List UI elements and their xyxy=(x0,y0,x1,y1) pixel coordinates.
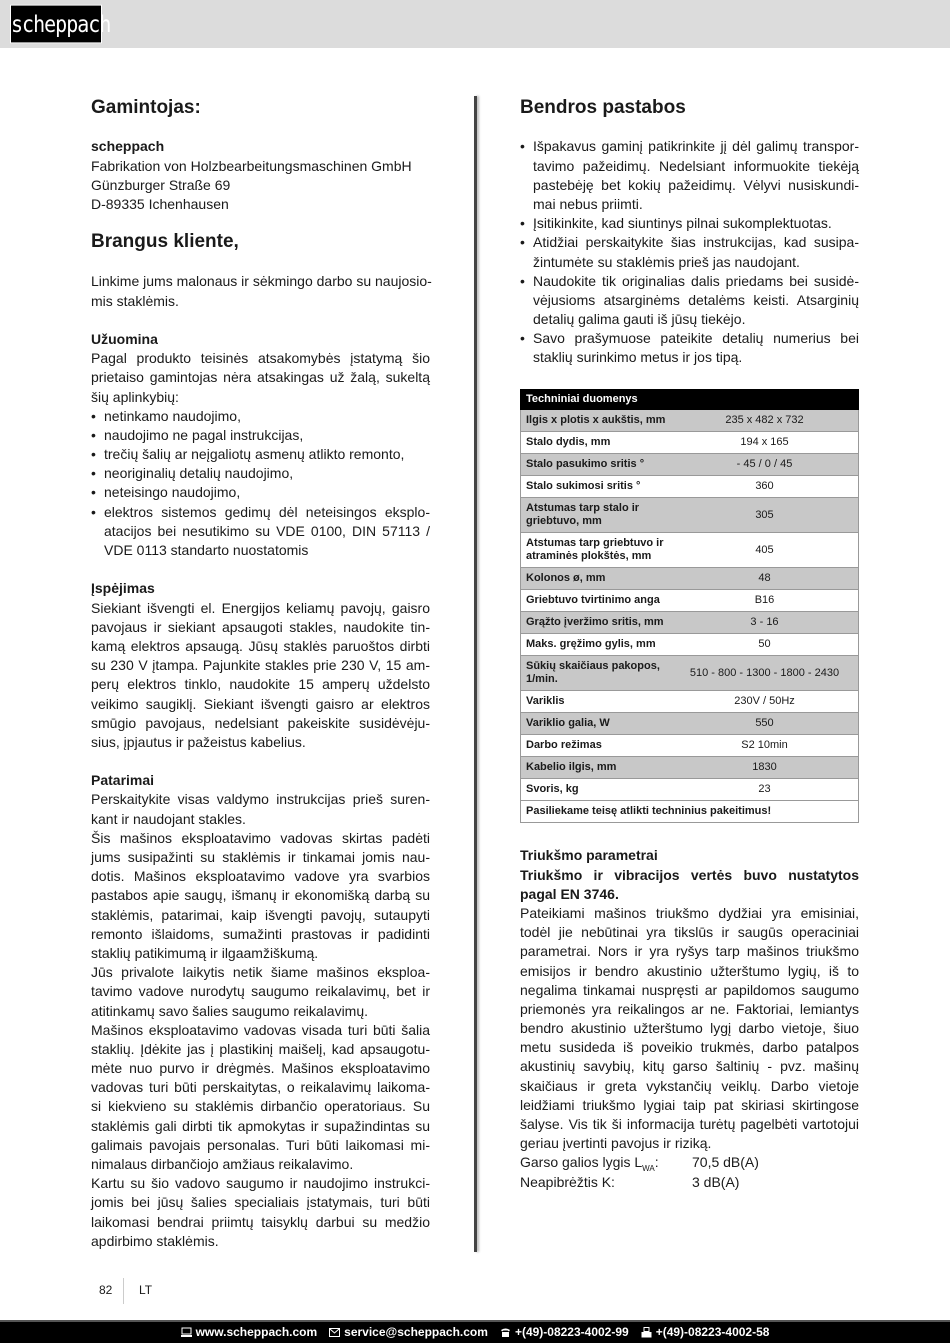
noise-text xyxy=(520,846,859,1153)
spec-label: Svoris, kg xyxy=(521,779,672,801)
spec-label: Kolonos ø, mm xyxy=(521,568,672,590)
header-bar xyxy=(0,0,950,48)
spec-value: 1830 xyxy=(671,757,859,779)
paragraph xyxy=(91,272,430,310)
spec-value: 360 xyxy=(671,476,859,498)
phone-number: +(49)-08223-4002-99 xyxy=(514,1325,629,1339)
text-line: mai nebus priimti. xyxy=(533,195,643,212)
bullet-icon: • xyxy=(91,446,96,463)
company-line: Günzburger Straße 69 xyxy=(91,176,231,193)
computer-icon xyxy=(181,1327,192,1338)
text-line: Savo prašymuose pateikite detalių numerius bei xyxy=(533,330,859,347)
spec-value: 48 xyxy=(671,568,859,590)
column-divider xyxy=(474,96,477,1252)
table-row xyxy=(521,533,859,568)
text-line: staklių surinkimo metus ir jos tipą. xyxy=(533,349,743,366)
bullet-item xyxy=(520,214,859,233)
spec-label: Griebtuvo tvirtinimo anga xyxy=(521,590,672,612)
spec-label: Stalo sukimosi sritis ° xyxy=(521,476,672,498)
text-line: leidžiami triukšmo lygiai taip pat skiriasi skirtingose xyxy=(520,1096,859,1113)
spec-value: 235 x 482 x 732 xyxy=(671,410,859,432)
text-line: geriau įvertinti pavojus ir riziką. xyxy=(520,1135,712,1152)
spec-label: Atstumas tarp stalo ir griebtuvo, mm xyxy=(521,498,672,533)
text-line: Linkime jums malonaus ir sėkmingo darbo su naujosio- xyxy=(91,273,432,290)
text-line: VDE 0113 standarto nuostatomis xyxy=(104,542,309,559)
text-line: Mašinos eksploatavimo vadovas visada turi būti šalia xyxy=(91,1021,430,1038)
table-row xyxy=(521,691,859,713)
bullet-item xyxy=(520,137,859,214)
table-row xyxy=(521,713,859,735)
footer-website[interactable] xyxy=(181,1322,318,1343)
text-line: Išpakavus gaminį patikrinkite jį dėl galimų transpor- xyxy=(533,138,859,155)
bullet-icon: • xyxy=(91,484,96,501)
text-line: pastebėję bet kokių pažeidimų. Vėlyvi nusiskundi- xyxy=(533,176,859,193)
section-title: Užuomina xyxy=(91,330,158,347)
table-row xyxy=(521,656,859,691)
spec-label: Variklis xyxy=(521,691,672,713)
text-line: žintumėte su staklėmis prieš jas naudojant. xyxy=(533,253,800,270)
text-line: kant ir naudojant stakles. xyxy=(91,810,246,827)
table-note: Pasiliekame teisę atlikti techninius pakeitimus! xyxy=(521,801,859,823)
table-row xyxy=(521,410,859,432)
fax-icon xyxy=(641,1327,652,1338)
text-line: neoriginalių detalių naudojimo, xyxy=(104,465,294,482)
table-row xyxy=(521,779,859,801)
text-line: Pagal produkto teisinės atsakomybės įstatymą šio xyxy=(91,350,430,367)
spec-value: 305 xyxy=(671,498,859,533)
page-language: LT xyxy=(139,1283,153,1297)
spec-value: 550 xyxy=(671,713,859,735)
text-line: vėjusioms atsarginėms detalėms keisti. Atsarginių xyxy=(533,291,859,308)
paragraph xyxy=(91,349,430,407)
spec-label: Variklio galia, W xyxy=(521,713,672,735)
scheppach-logo: scheppach xyxy=(10,4,102,43)
bullet-item xyxy=(91,483,430,502)
company-line: Fabrikation von Holzbearbeitungsmaschinen GmbH xyxy=(91,157,412,174)
text-line: akustinių savybių, kitų garso šaltinių - pvz. mašinų xyxy=(520,1058,859,1075)
text-line: Triukšmo parametrai xyxy=(520,847,658,864)
bullet-icon: • xyxy=(91,503,96,520)
text-line: emisijos ir bendro akustinio užterštumo lygių, iš to xyxy=(520,962,859,979)
blank-line xyxy=(91,311,430,330)
text-line: šalyse. Vis tik ši informacija turėtų pagelbėti vartotojui xyxy=(520,1116,859,1133)
technical-data-table xyxy=(520,389,859,823)
spec-value: 510 - 800 - 1300 - 1800 - 2430 xyxy=(671,656,859,691)
fax-number: +(49)-08223-4002-58 xyxy=(655,1325,770,1339)
text-line: šių aplinkybių: xyxy=(91,388,179,405)
envelope-icon xyxy=(329,1327,340,1338)
spec-value: - 45 / 0 / 45 xyxy=(671,454,859,476)
text-line: vadovas turi būti perskaitytas, o reikalavimų laikoma- xyxy=(91,1079,430,1096)
bullet-item xyxy=(91,445,430,464)
text-line: negalima tinkamai nuspręsti ar papildomos saugumo xyxy=(520,981,859,998)
text-line: dotis. Mašinos eksploatavimo vadove yra svarbios xyxy=(91,868,430,885)
table-row xyxy=(521,590,859,612)
spec-value: B16 xyxy=(671,590,859,612)
footer-phone xyxy=(500,1322,629,1343)
text-line: mis staklėmis. xyxy=(91,292,179,309)
spec-value: 23 xyxy=(671,779,859,801)
text-line: staklėmis gali dirbti tik apmokytas ir supažindintas su xyxy=(91,1117,430,1134)
company-line: D-89335 Ichenhausen xyxy=(91,195,229,212)
email-link[interactable]: service@scheppach.com xyxy=(344,1325,488,1339)
text-line: galimais pavojais personalas. Turi būti laikomasi mi- xyxy=(91,1136,430,1153)
paragraph xyxy=(91,1174,430,1251)
general-notes-list xyxy=(520,137,859,367)
sound-power-value: 70,5 dB(A) xyxy=(692,1154,759,1171)
text-line: metu susideda iš poveikio trukmės, darbo patalpos xyxy=(520,1039,859,1056)
spec-label: Stalo dydis, mm xyxy=(521,432,672,454)
text-line: Kartu su šio vadovo saugumo ir naudojimo instrukci- xyxy=(91,1175,430,1192)
text-line: elektros sistemos gedimų dėl neteisingos eksplo- xyxy=(104,503,430,520)
text-line: Pateikiami mašinos triukšmo dydžiai yra emisiniai, xyxy=(520,904,859,921)
text-line: Naudokite tik originalias dalis priedams bei susidė- xyxy=(533,272,859,289)
text-line: priemonės yra reikalingos ar ne. Faktoriai, lemiantys xyxy=(520,1000,859,1017)
table-row xyxy=(521,454,859,476)
text-line: nimalaus dirbančiojo amžiaus reikalavimo. xyxy=(91,1156,354,1173)
text-line: neteisingo naudojimo, xyxy=(104,484,241,501)
text-line: parametrai. Nors ir yra ryšys tarp mašinos triukšmo xyxy=(520,943,859,960)
phone-icon xyxy=(500,1327,511,1338)
text-line: apdirbimo staklėmis. xyxy=(91,1232,219,1249)
website-link[interactable]: www.scheppach.com xyxy=(195,1325,318,1339)
text-line: netinkamo naudojimo, xyxy=(104,407,241,424)
text-line: mėte nuo purvo ir drėgmės. Mašinos eksploatavimo xyxy=(91,1060,430,1077)
text-line: pagal EN 3746. xyxy=(520,885,619,902)
spec-label: Kabelio ilgis, mm xyxy=(521,757,672,779)
text-line: skaičiaus ir greta vykstančių veiklų. Darbo vietoje xyxy=(520,1077,859,1094)
table-row xyxy=(521,735,859,757)
table-row xyxy=(521,612,859,634)
table-header-row xyxy=(521,390,859,410)
text-line: atacijos bei nesutikimo su VDE 0100, DIN 57113 / xyxy=(104,522,430,539)
spec-label: Stalo pasukimo sritis ° xyxy=(521,454,672,476)
bullet-item xyxy=(520,329,859,367)
bullet-icon: • xyxy=(91,407,96,424)
text-line: atitinkamų savo šalies saugumo reikalavimų. xyxy=(91,1002,369,1019)
text-line: pavojaus ir siekiant apsaugoti stakles, naudokite tin- xyxy=(91,618,430,635)
text-line: todėl jie nebūtinai yra tikslūs ir saugūs operaciniai xyxy=(520,924,859,941)
table-row xyxy=(521,568,859,590)
page-number: 82 xyxy=(99,1283,113,1297)
bullet-icon: • xyxy=(520,138,525,155)
spec-value: 50 xyxy=(671,634,859,656)
spec-label: Sūkių skaičiaus pakopos, 1/min. xyxy=(521,656,672,691)
table-row xyxy=(521,432,859,454)
footer-bar xyxy=(0,1320,950,1343)
text-line: Įsitikinkite, kad siuntinys pilnai sukomplektuotas. xyxy=(533,215,832,232)
section-title: Įspėjimas xyxy=(91,580,155,597)
section-title: Patarimai xyxy=(91,772,155,789)
manufacturer-address xyxy=(91,137,430,214)
manufacturer-heading: Gamintojas: xyxy=(91,97,201,118)
spec-label: Ilgis x plotis x aukštis, mm xyxy=(521,410,672,432)
bullet-item xyxy=(91,464,430,483)
text-line: su 230 V įtampa. Pajunkite stakles prie 230 V, 15 am- xyxy=(91,657,430,674)
paragraph xyxy=(520,904,859,1153)
text-line: Jūs privalote laikytis netik šiame mašinos eksploa- xyxy=(91,964,430,981)
text-line: tavimo vadove nurodytų saugumo reikalavimų, bet ir xyxy=(91,983,430,1000)
spec-value: 230V / 50Hz xyxy=(671,691,859,713)
text-line: si kiekvieno su staklėmis dirbančio operatoriaus. Su xyxy=(91,1098,430,1115)
text-line: sius, įpjautus ir pažeistus kabelius. xyxy=(91,733,306,750)
bullet-icon: • xyxy=(520,215,525,232)
paragraph xyxy=(520,846,859,865)
text-line: staklėmis, patarimai, kaip išvengti pavojų, sutaupyti xyxy=(91,906,430,923)
text-line: smūgio pavojaus, nedelsiant pakeiskite susidėvėju- xyxy=(91,714,430,731)
text-line: Šis mašinos eksploatavimo vadovas skirtas padėti xyxy=(91,829,430,846)
page-separator xyxy=(123,1278,124,1304)
bullet-item xyxy=(520,233,859,271)
footer-fax xyxy=(641,1322,770,1343)
general-notes-heading: Bendros pastabos xyxy=(520,97,686,118)
blank-line xyxy=(91,560,430,579)
company-name: scheppach xyxy=(91,138,165,155)
spec-value: S2 10min xyxy=(671,735,859,757)
text-line: jomis bei jūsų šalies specialiais įstatymais, turi būti xyxy=(91,1194,430,1211)
text-line: naudojimo ne pagal instrukcijas, xyxy=(104,426,304,443)
greeting-heading: Brangus kliente, xyxy=(91,231,239,252)
spec-value: 405 xyxy=(671,533,859,568)
paragraph xyxy=(520,866,859,904)
text-line: staklių patikimumą ir ilgaamžiškumą. xyxy=(91,944,319,961)
table-row xyxy=(521,476,859,498)
bullet-icon: • xyxy=(91,465,96,482)
table-title: Techniniai duomenys xyxy=(521,390,859,410)
text-line: Perskaitykite visas valdymo instrukcijas prieš suren- xyxy=(91,791,430,808)
text-line: tavimo pažeidimų. Nedelsiant informuokite tiekėją xyxy=(533,157,859,174)
text-line: trečių šalių ar neįgaliotų asmenų atlikto remonto, xyxy=(104,446,405,463)
text-line: Triukšmo ir vibracijos vertės buvo nustatytos xyxy=(520,866,859,883)
spec-label: Grąžto įveržimo sritis, mm xyxy=(521,612,672,634)
spec-label: Atstumas tarp griebtuvo ir atraminės plokštės, mm xyxy=(521,533,672,568)
left-body xyxy=(91,272,430,1251)
spec-label: Darbo režimas xyxy=(521,735,672,757)
uncertainty-row xyxy=(520,1173,859,1192)
table-row xyxy=(521,634,859,656)
paragraph xyxy=(91,963,430,1021)
table-row xyxy=(521,757,859,779)
paragraph xyxy=(91,790,430,828)
bullet-item xyxy=(91,503,430,561)
uncertainty-label: Neapibrėžtis K: xyxy=(520,1173,615,1190)
text-line: staklių. Įdėkite jas į plastikinį maišelį, kad apsaugotu- xyxy=(91,1040,430,1057)
sound-power-label: Garso galios lygis $L_{WA}$: xyxy=(520,1154,659,1174)
uncertainty-value: 3 dB(A) xyxy=(692,1173,740,1190)
footer-email[interactable] xyxy=(329,1322,488,1343)
text-line: Siekiant išvengti el. Energijos keliamų pavojų, gaisro xyxy=(91,599,430,616)
bullet-icon: • xyxy=(520,272,525,289)
paragraph xyxy=(91,1021,430,1175)
bullet-item xyxy=(520,272,859,330)
blank-line xyxy=(91,752,430,771)
paragraph xyxy=(91,829,430,963)
text-line: detalių galima gauti iš jūsų tiekėjo. xyxy=(533,311,746,328)
table-note-row xyxy=(521,801,859,823)
sound-power-row xyxy=(520,1153,859,1172)
spec-value: 3 - 16 xyxy=(671,612,859,634)
text-line: veikimo saugiklį. Siekiant išvengti gaisro ar elektros xyxy=(91,695,430,712)
text-line: jums susipažinti su staklėmis ir tinkamai jomis nau- xyxy=(91,849,430,866)
text-line: kamą elektros apsaugą. Jūsų staklės paruoštos dirbti xyxy=(91,637,430,654)
text-line: pastabos apie saugų, išmanų ir ekonomišką darbą su xyxy=(91,887,430,904)
bullet-item xyxy=(91,407,430,426)
spec-label: Maks. gręžimo gylis, mm xyxy=(521,634,672,656)
bullet-icon: • xyxy=(91,426,96,443)
text-line: Atidžiai perskaitykite šias instrukcijas, kad susipa- xyxy=(533,234,859,251)
bullet-item xyxy=(91,426,430,445)
text-line: remonto išlaidoms, sumažinti prastovas ir padidinti xyxy=(91,925,430,942)
text-line: bendro akustinio užterštumo lygį darbo vietoje, šiuo xyxy=(520,1020,859,1037)
text-line: perų elektros tinklo, naudokite 15 amperų uždelsto xyxy=(91,676,430,693)
paragraph xyxy=(91,599,430,753)
text-line: prietaiso gamintojas nėra atsakingas už žalą, sukeltą xyxy=(91,369,430,386)
bullet-icon: • xyxy=(520,330,525,347)
noise-section xyxy=(520,846,859,1191)
bullet-icon: • xyxy=(520,234,525,251)
table-row xyxy=(521,498,859,533)
spec-value: 194 x 165 xyxy=(671,432,859,454)
text-line: laikomasi bendrai priimtų taisyklų darbui su medžio xyxy=(91,1213,430,1230)
